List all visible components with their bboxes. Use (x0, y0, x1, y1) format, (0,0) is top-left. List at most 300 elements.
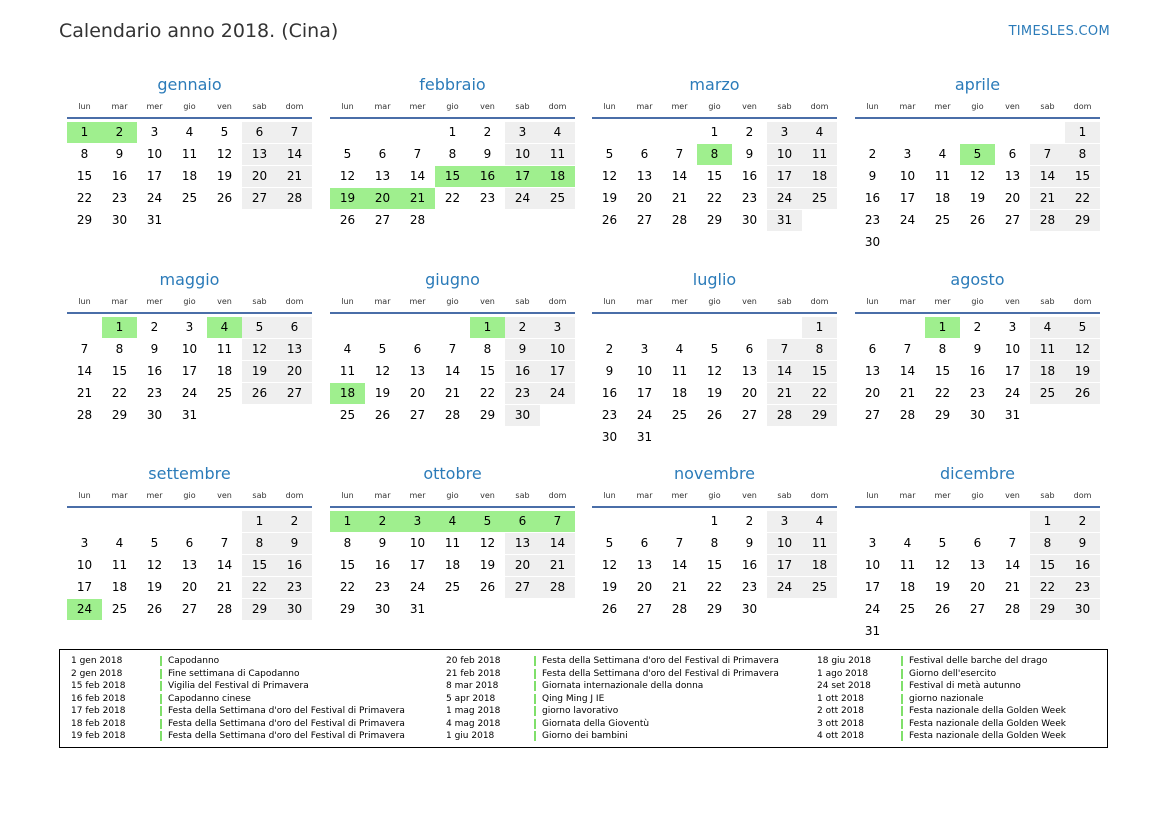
holiday-day-cell: 1 (330, 511, 365, 532)
day-cell: 11 (671, 364, 688, 378)
weekday-label: sab (252, 491, 267, 500)
legend-color-bar (160, 669, 162, 679)
site-link[interactable]: TIMESLES.COM (1008, 24, 1110, 39)
legend-date: 2 gen 2018 (71, 668, 123, 679)
day-cell: 22 (479, 386, 496, 400)
day-cell: 17 (146, 169, 163, 183)
weekday-label: sab (515, 297, 530, 306)
day-cell: 4 (802, 122, 837, 143)
day-cell: 22 (706, 191, 723, 205)
legend-color-bar (534, 669, 536, 679)
legend-holiday-name: Giorno dei bambini (542, 731, 628, 741)
legend-color-bar (534, 656, 536, 666)
weekday-label: ven (1005, 102, 1020, 111)
month-header-rule (592, 312, 837, 314)
legend-date: 17 feb 2018 (71, 706, 126, 716)
day-cell: 15 (242, 555, 277, 576)
day-cell: 10 (1004, 342, 1021, 356)
day-cell: 19 (1065, 361, 1100, 382)
day-cell: 16 (969, 364, 986, 378)
legend-color-bar (901, 669, 903, 679)
weekday-label: gio (971, 297, 984, 306)
day-cell: 27 (636, 602, 653, 616)
day-cell: 3 (185, 320, 194, 334)
weekday-label: dom (285, 102, 304, 111)
month-gennaio (67, 75, 312, 227)
day-cell: 9 (745, 536, 754, 550)
day-cell: 11 (181, 147, 198, 161)
holiday-day-cell: 2 (365, 511, 400, 532)
day-cell: 27 (242, 188, 277, 209)
day-cell: 21 (216, 580, 233, 594)
day-cell: 28 (767, 405, 802, 426)
weekday-label: sab (1040, 297, 1055, 306)
day-cell: 29 (706, 602, 723, 616)
day-cell: 8 (1065, 144, 1100, 165)
holiday-day-cell: 8 (697, 144, 732, 165)
day-cell: 13 (864, 364, 881, 378)
day-cell: 10 (181, 342, 198, 356)
day-cell: 22 (934, 386, 951, 400)
month-febbraio (330, 75, 575, 227)
day-cell: 22 (1030, 577, 1065, 598)
day-cell: 28 (540, 577, 575, 598)
day-cell: 9 (505, 339, 540, 360)
weekday-label: sab (252, 102, 267, 111)
weekday-label: ven (1005, 297, 1020, 306)
legend-column (446, 655, 786, 743)
month-name: novembre (673, 464, 756, 483)
day-cell: 4 (343, 342, 352, 356)
day-cell: 27 (374, 213, 391, 227)
day-cell: 15 (706, 169, 723, 183)
holiday-day-cell: 15 (435, 166, 470, 187)
day-cell: 31 (636, 430, 653, 444)
day-cell: 24 (899, 213, 916, 227)
day-cell: 14 (1030, 166, 1065, 187)
day-cell: 25 (899, 602, 916, 616)
legend-holiday-name: Fine settimana di Capodanno (168, 668, 300, 679)
day-cell: 12 (1065, 339, 1100, 360)
day-cell: 15 (339, 558, 356, 572)
day-cell: 20 (636, 191, 653, 205)
day-cell: 1 (448, 125, 457, 139)
weekday-label: gio (971, 491, 984, 500)
day-cell: 14 (409, 169, 426, 183)
day-cell: 28 (1004, 602, 1021, 616)
weekday-label: dom (1073, 297, 1092, 306)
day-cell: 27 (969, 602, 986, 616)
day-cell: 29 (339, 602, 356, 616)
holiday-legend (59, 649, 1108, 748)
weekday-label: mer (671, 297, 688, 306)
day-cell: 8 (483, 342, 492, 356)
day-cell: 30 (969, 408, 986, 422)
day-cell: 13 (277, 339, 312, 360)
day-cell: 8 (938, 342, 947, 356)
weekday-label: lun (866, 297, 879, 306)
day-cell: 31 (146, 213, 163, 227)
day-cell: 3 (903, 147, 912, 161)
day-cell: 7 (675, 536, 684, 550)
day-cell: 26 (1065, 383, 1100, 404)
holiday-day-cell: 16 (470, 166, 505, 187)
month-header-rule (592, 506, 837, 508)
day-cell: 11 (802, 144, 837, 165)
day-cell: 18 (181, 169, 198, 183)
day-cell: 11 (1030, 339, 1065, 360)
day-cell: 27 (741, 408, 758, 422)
day-cell: 24 (864, 602, 881, 616)
weekday-label: dom (810, 297, 829, 306)
day-cell: 7 (767, 339, 802, 360)
day-cell: 11 (111, 558, 128, 572)
day-cell: 6 (973, 536, 982, 550)
day-cell: 4 (115, 536, 124, 550)
holiday-day-cell: 4 (435, 511, 470, 532)
holiday-day-cell: 1 (67, 122, 102, 143)
weekday-label: mar (374, 297, 391, 306)
day-cell: 9 (277, 533, 312, 554)
day-cell: 6 (745, 342, 754, 356)
day-cell: 3 (150, 125, 159, 139)
day-cell: 14 (277, 144, 312, 165)
day-cell: 14 (444, 364, 461, 378)
day-cell: 18 (444, 558, 461, 572)
legend-row (446, 718, 786, 731)
holiday-day-cell: 19 (330, 188, 365, 209)
day-cell: 13 (969, 558, 986, 572)
day-cell: 10 (505, 144, 540, 165)
legend-row (446, 655, 786, 668)
weekday-label: sab (1040, 102, 1055, 111)
day-cell: 9 (868, 169, 877, 183)
day-cell: 21 (899, 386, 916, 400)
legend-color-bar (534, 731, 536, 741)
weekday-label: ven (742, 491, 757, 500)
legend-holiday-name: Festa della Settimana d'oro del Festival di Primavera (168, 731, 405, 741)
legend-row (71, 655, 411, 668)
day-cell: 31 (181, 408, 198, 422)
day-cell: 10 (146, 147, 163, 161)
month-name: gennaio (157, 75, 222, 94)
month-header-rule (330, 506, 575, 508)
legend-holiday-name: Capodanno (168, 656, 220, 666)
legend-date: 2 ott 2018 (817, 706, 864, 716)
day-cell: 6 (1008, 147, 1017, 161)
day-cell: 8 (802, 339, 837, 360)
day-cell: 12 (374, 364, 391, 378)
weekday-label: lun (341, 297, 354, 306)
day-cell: 22 (339, 580, 356, 594)
weekday-label: lun (78, 102, 91, 111)
holiday-day-cell: 7 (540, 511, 575, 532)
day-cell: 30 (505, 405, 540, 426)
legend-holiday-name: Festa nazionale della Golden Week (909, 731, 1066, 741)
day-cell: 13 (636, 558, 653, 572)
weekday-label: gio (183, 102, 196, 111)
day-cell: 19 (479, 558, 496, 572)
day-cell: 15 (76, 169, 93, 183)
legend-date: 18 giu 2018 (817, 656, 871, 666)
day-cell: 21 (767, 383, 802, 404)
weekday-label: lun (341, 491, 354, 500)
day-cell: 25 (181, 191, 198, 205)
day-cell: 7 (448, 342, 457, 356)
day-cell: 1 (710, 514, 719, 528)
month-name: febbraio (419, 75, 486, 94)
day-cell: 28 (671, 602, 688, 616)
month-name: marzo (689, 75, 740, 94)
weekday-label: mer (671, 491, 688, 500)
weekday-label: mer (409, 297, 426, 306)
day-cell: 28 (444, 408, 461, 422)
day-cell: 22 (802, 383, 837, 404)
weekday-label: mer (671, 102, 688, 111)
month-header-rule (67, 312, 312, 314)
day-cell: 17 (1004, 364, 1021, 378)
weekday-label: ven (742, 102, 757, 111)
day-cell: 6 (868, 342, 877, 356)
legend-date: 24 set 2018 (817, 681, 871, 691)
day-cell: 7 (675, 147, 684, 161)
day-cell: 17 (540, 361, 575, 382)
day-cell: 30 (111, 213, 128, 227)
day-cell: 21 (540, 555, 575, 576)
legend-date: 1 ott 2018 (817, 693, 864, 704)
weekday-label: mer (146, 297, 163, 306)
day-cell: 13 (242, 144, 277, 165)
day-cell: 23 (505, 383, 540, 404)
month-header-rule (67, 117, 312, 119)
legend-date: 5 apr 2018 (446, 693, 496, 704)
legend-date: 1 gen 2018 (71, 656, 123, 666)
day-cell: 2 (745, 125, 754, 139)
month-luglio (592, 270, 837, 444)
day-cell: 15 (111, 364, 128, 378)
day-cell: 3 (1008, 320, 1017, 334)
day-cell: 16 (741, 169, 758, 183)
weekday-label: mar (899, 491, 916, 500)
day-cell: 6 (640, 147, 649, 161)
day-cell: 12 (934, 558, 951, 572)
weekday-label: sab (515, 491, 530, 500)
day-cell: 12 (146, 558, 163, 572)
day-cell: 31 (409, 602, 426, 616)
day-cell: 12 (216, 147, 233, 161)
day-cell: 24 (181, 386, 198, 400)
day-cell: 7 (903, 342, 912, 356)
day-cell: 23 (277, 577, 312, 598)
day-cell: 7 (413, 147, 422, 161)
day-cell: 29 (111, 408, 128, 422)
day-cell: 7 (220, 536, 229, 550)
day-cell: 13 (505, 533, 540, 554)
day-cell: 23 (1065, 577, 1100, 598)
day-cell: 24 (505, 188, 540, 209)
holiday-day-cell: 1 (925, 317, 960, 338)
day-cell: 25 (802, 188, 837, 209)
day-cell: 16 (864, 191, 881, 205)
day-cell: 18 (1030, 361, 1065, 382)
day-cell: 9 (973, 342, 982, 356)
day-cell: 11 (934, 169, 951, 183)
day-cell: 12 (601, 169, 618, 183)
day-cell: 7 (80, 342, 89, 356)
day-cell: 9 (745, 147, 754, 161)
day-cell: 27 (1004, 213, 1021, 227)
day-cell: 2 (150, 320, 159, 334)
day-cell: 5 (343, 147, 352, 161)
legend-row (71, 705, 411, 718)
day-cell: 16 (374, 558, 391, 572)
day-cell: 5 (1065, 317, 1100, 338)
day-cell: 30 (741, 602, 758, 616)
day-cell: 27 (277, 383, 312, 404)
legend-row (817, 655, 1157, 668)
day-cell: 12 (969, 169, 986, 183)
weekday-label: mer (934, 297, 951, 306)
legend-color-bar (901, 719, 903, 729)
day-cell: 2 (745, 514, 754, 528)
month-giugno (330, 270, 575, 422)
day-cell: 29 (242, 599, 277, 620)
day-cell: 19 (146, 580, 163, 594)
day-cell: 16 (111, 169, 128, 183)
day-cell: 13 (636, 169, 653, 183)
day-cell: 19 (216, 169, 233, 183)
day-cell: 30 (277, 599, 312, 620)
day-cell: 24 (409, 580, 426, 594)
legend-color-bar (160, 719, 162, 729)
weekday-label: lun (341, 102, 354, 111)
day-cell: 23 (741, 191, 758, 205)
weekday-label: sab (515, 102, 530, 111)
day-cell: 29 (802, 405, 837, 426)
day-cell: 27 (864, 408, 881, 422)
legend-date: 3 ott 2018 (817, 718, 864, 729)
day-cell: 28 (409, 213, 426, 227)
legend-date: 4 ott 2018 (817, 731, 864, 741)
day-cell: 30 (374, 602, 391, 616)
day-cell: 4 (675, 342, 684, 356)
holiday-day-cell: 18 (540, 166, 575, 187)
day-cell: 24 (767, 577, 802, 598)
day-cell: 25 (111, 602, 128, 616)
day-cell: 19 (601, 191, 618, 205)
weekday-label: lun (866, 491, 879, 500)
day-cell: 3 (767, 122, 802, 143)
weekday-label: sab (1040, 491, 1055, 500)
day-cell: 20 (864, 386, 881, 400)
day-cell: 26 (242, 383, 277, 404)
legend-color-bar (534, 706, 536, 716)
legend-holiday-name: Festival delle barche del drago (909, 656, 1048, 666)
month-name: maggio (159, 270, 220, 289)
day-cell: 17 (181, 364, 198, 378)
day-cell: 10 (636, 364, 653, 378)
weekday-label: dom (810, 491, 829, 500)
day-cell: 1 (1065, 122, 1100, 143)
day-cell: 6 (640, 536, 649, 550)
day-cell: 29 (1030, 599, 1065, 620)
day-cell: 24 (540, 383, 575, 404)
month-aprile (855, 75, 1100, 249)
day-cell: 16 (741, 558, 758, 572)
day-cell: 5 (150, 536, 159, 550)
day-cell: 31 (1004, 408, 1021, 422)
holiday-day-cell: 5 (960, 144, 995, 165)
day-cell: 11 (802, 533, 837, 554)
weekday-label: gio (708, 491, 721, 500)
day-cell: 19 (706, 386, 723, 400)
day-cell: 22 (242, 577, 277, 598)
holiday-day-cell: 5 (470, 511, 505, 532)
day-cell: 25 (671, 408, 688, 422)
day-cell: 21 (671, 580, 688, 594)
weekday-label: ven (217, 491, 232, 500)
day-cell: 28 (899, 408, 916, 422)
day-cell: 27 (409, 408, 426, 422)
weekday-label: dom (285, 297, 304, 306)
day-cell: 26 (706, 408, 723, 422)
legend-color-bar (160, 694, 162, 704)
holiday-day-cell: 2 (102, 122, 137, 143)
legend-color-bar (534, 694, 536, 704)
day-cell: 5 (220, 125, 229, 139)
month-marzo (592, 75, 837, 227)
weekday-label: mar (636, 102, 653, 111)
legend-holiday-name: Festa della Settimana d'oro del Festival di Primavera (168, 706, 405, 716)
day-cell: 4 (185, 125, 194, 139)
day-cell: 28 (76, 408, 93, 422)
day-cell: 29 (706, 213, 723, 227)
legend-row (817, 730, 1157, 743)
day-cell: 1 (1030, 511, 1065, 532)
day-cell: 17 (409, 558, 426, 572)
month-name: settembre (148, 464, 231, 483)
day-cell: 14 (767, 361, 802, 382)
day-cell: 15 (1030, 555, 1065, 576)
legend-row (71, 668, 411, 681)
day-cell: 10 (540, 339, 575, 360)
day-cell: 22 (444, 191, 461, 205)
day-cell: 6 (413, 342, 422, 356)
day-cell: 20 (242, 166, 277, 187)
day-cell: 8 (80, 147, 89, 161)
month-header-rule (330, 312, 575, 314)
legend-row (817, 668, 1157, 681)
legend-color-bar (160, 681, 162, 691)
day-cell: 31 (864, 624, 881, 638)
day-cell: 28 (1030, 210, 1065, 231)
day-cell: 17 (899, 191, 916, 205)
legend-color-bar (901, 656, 903, 666)
month-ottobre (330, 464, 575, 616)
day-cell: 25 (444, 580, 461, 594)
page-title: Calendario anno 2018. (Cina) (59, 20, 339, 42)
legend-holiday-name: Festa della Settimana d'oro del Festival di Primavera (168, 718, 405, 729)
day-cell: 2 (505, 317, 540, 338)
day-cell: 30 (1065, 599, 1100, 620)
weekday-label: dom (548, 102, 567, 111)
legend-row (817, 718, 1157, 731)
day-cell: 1 (710, 125, 719, 139)
day-cell: 4 (1030, 317, 1065, 338)
day-cell: 12 (706, 364, 723, 378)
legend-holiday-name: Festival di metà autunno (909, 681, 1021, 691)
holiday-day-cell: 18 (330, 383, 365, 404)
